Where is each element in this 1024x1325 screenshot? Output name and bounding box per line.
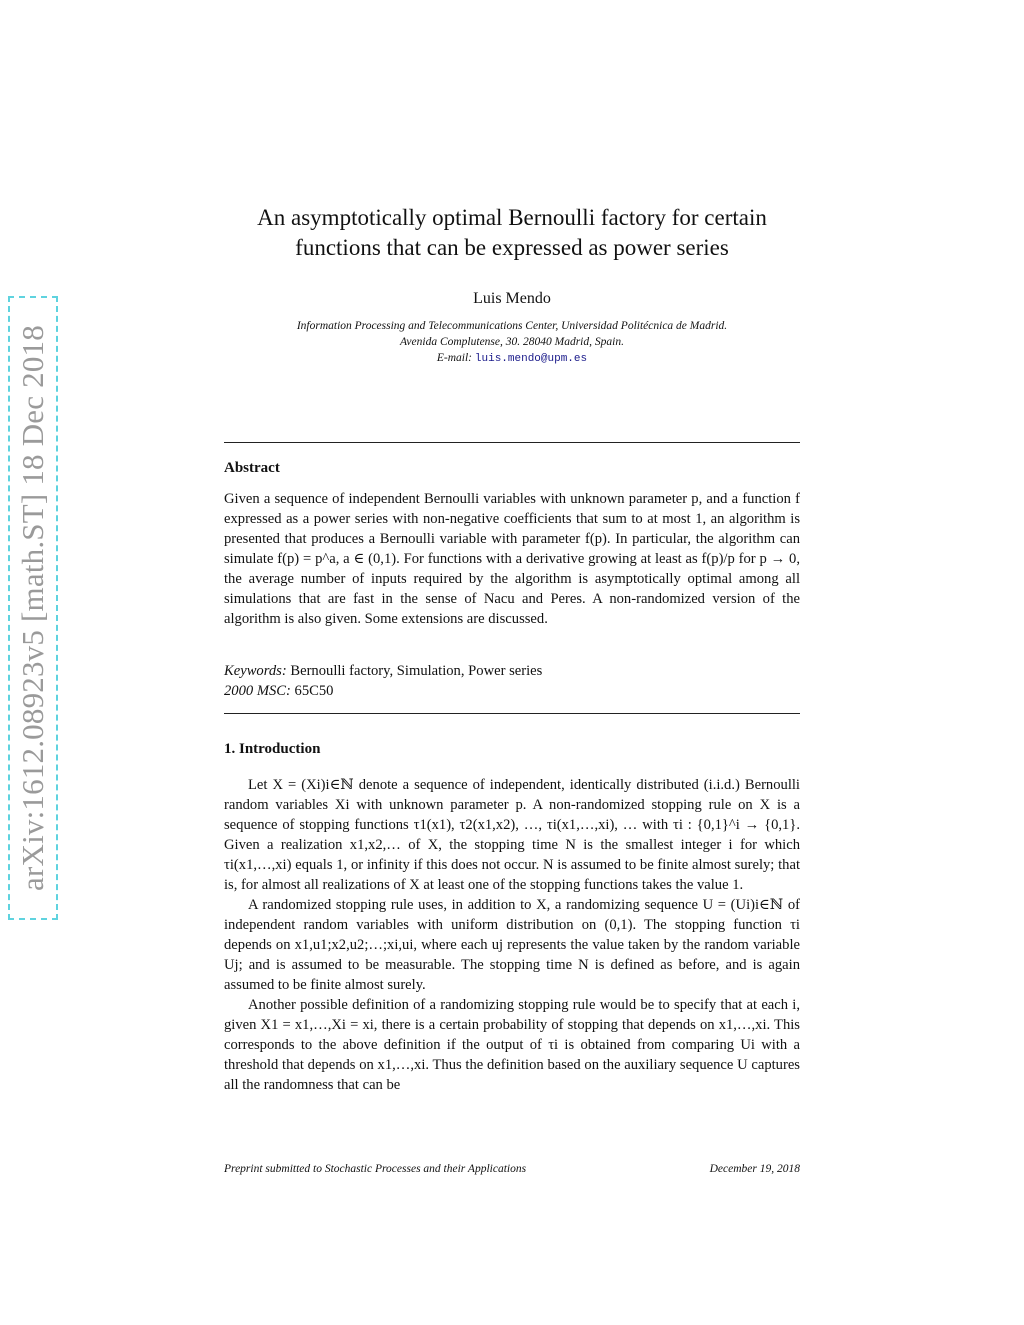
paragraph-1: Let X = (Xi)i∈ℕ denote a sequence of independent, identically distributed (i.i.d.) Bernoulli random variables Xi with unknown parameter p. A non-randomized stopping rule on X is a sequence of stopping functions τ1(x1), τ2(x1,x2), …, τi(x1,…,xi), … with τi : {0,1}^i → {0,1}. Given a realization x1,x2,… of X, the stopping time N is the smallest integer i for which τi(x1,…,xi) equals 1, or infinity if this does not occur. N is assumed to be finite almost surely; that is, for almost all realizations of X at least one of the stopping functions takes the value 1. [224, 777, 800, 893]
footer-date: December 19, 2018 [709, 1163, 800, 1175]
section-body [224, 775, 800, 1095]
email-label: E-mail: [436, 352, 473, 364]
keywords-value: Bernoulli factory, Simulation, Power series [290, 663, 543, 679]
keywords-label: Keywords: [224, 663, 287, 679]
section-heading: 1. Introduction [224, 741, 321, 757]
author: Luis Mendo [473, 290, 551, 307]
abstract-text: Given a sequence of independent Bernoulli variables with unknown parameter p, and a function f expressed as a power series with non-negative coefficients that sum to at most 1, an algorithm is presented that produces a Bernoulli variable with parameter f(p). In particular, the algorithm can simulate f(p) = p^a, a ∈ (0,1). For functions with a derivative growing at least as f(p)/p for p → 0, the average number of inputs required by the algorithm is asymptotically optimal among all simulations that are fast in the sense of Nacu and Peres. A non-randomized version of the algorithm is also given. Some extensions are discussed. [224, 491, 800, 627]
affiliation-line-2: Avenida Complutense, 30. 28040 Madrid, Spain. [400, 336, 624, 348]
footer-journal: Preprint submitted to Stochastic Processes and their Applications [224, 1163, 527, 1175]
arxiv-identifier: arXiv:1612.08923v5 [math.ST] 18 Dec 2018 [15, 325, 50, 891]
email-line [200, 350, 824, 367]
email-link[interactable]: luis.mendo@upm.es [474, 353, 588, 365]
paper-title [200, 203, 824, 263]
paragraph-3: Another possible definition of a randomizing stopping rule would be to specify that at each i, given X1 = x1,…,Xi = xi, there is a certain probability of stopping that depends on x1,…,xi. This corresponds to the above definition if the output of τi is obtained from comparing Ui with a threshold that depends on x1,…,xi. Thus the definition based on the auxiliary sequence U captures all the randomness that can be [224, 997, 800, 1093]
abstract-heading: Abstract [224, 460, 280, 476]
keywords-line [224, 661, 542, 681]
msc-label: 2000 MSC: [224, 683, 291, 699]
abstract-top-rule [224, 442, 800, 443]
affiliation [200, 318, 824, 367]
affiliation-line-1: Information Processing and Telecommunications Center, Universidad Politécnica de Madrid. [296, 320, 728, 332]
arxiv-identifier-stamp [8, 296, 58, 920]
msc-value: 65C50 [294, 683, 334, 699]
abstract-bottom-rule [224, 713, 800, 714]
msc-line [224, 681, 542, 701]
title-line-2: functions that can be expressed as power series [295, 235, 729, 260]
keywords-block [224, 661, 542, 701]
paragraph-2: A randomized stopping rule uses, in addition to X, a randomizing sequence U = (Ui)i∈ℕ of independent random variables with uniform distribution on (0,1). The stopping function τi depends on x1,u1;x2,u2;…;xi,ui, where each uj represents the value taken by the random variable Uj; and is assumed to be measurable. The stopping time N is defined as before, and is again assumed to be finite almost surely. [224, 897, 800, 993]
title-line-1: An asymptotically optimal Bernoulli factory for certain [257, 205, 767, 230]
